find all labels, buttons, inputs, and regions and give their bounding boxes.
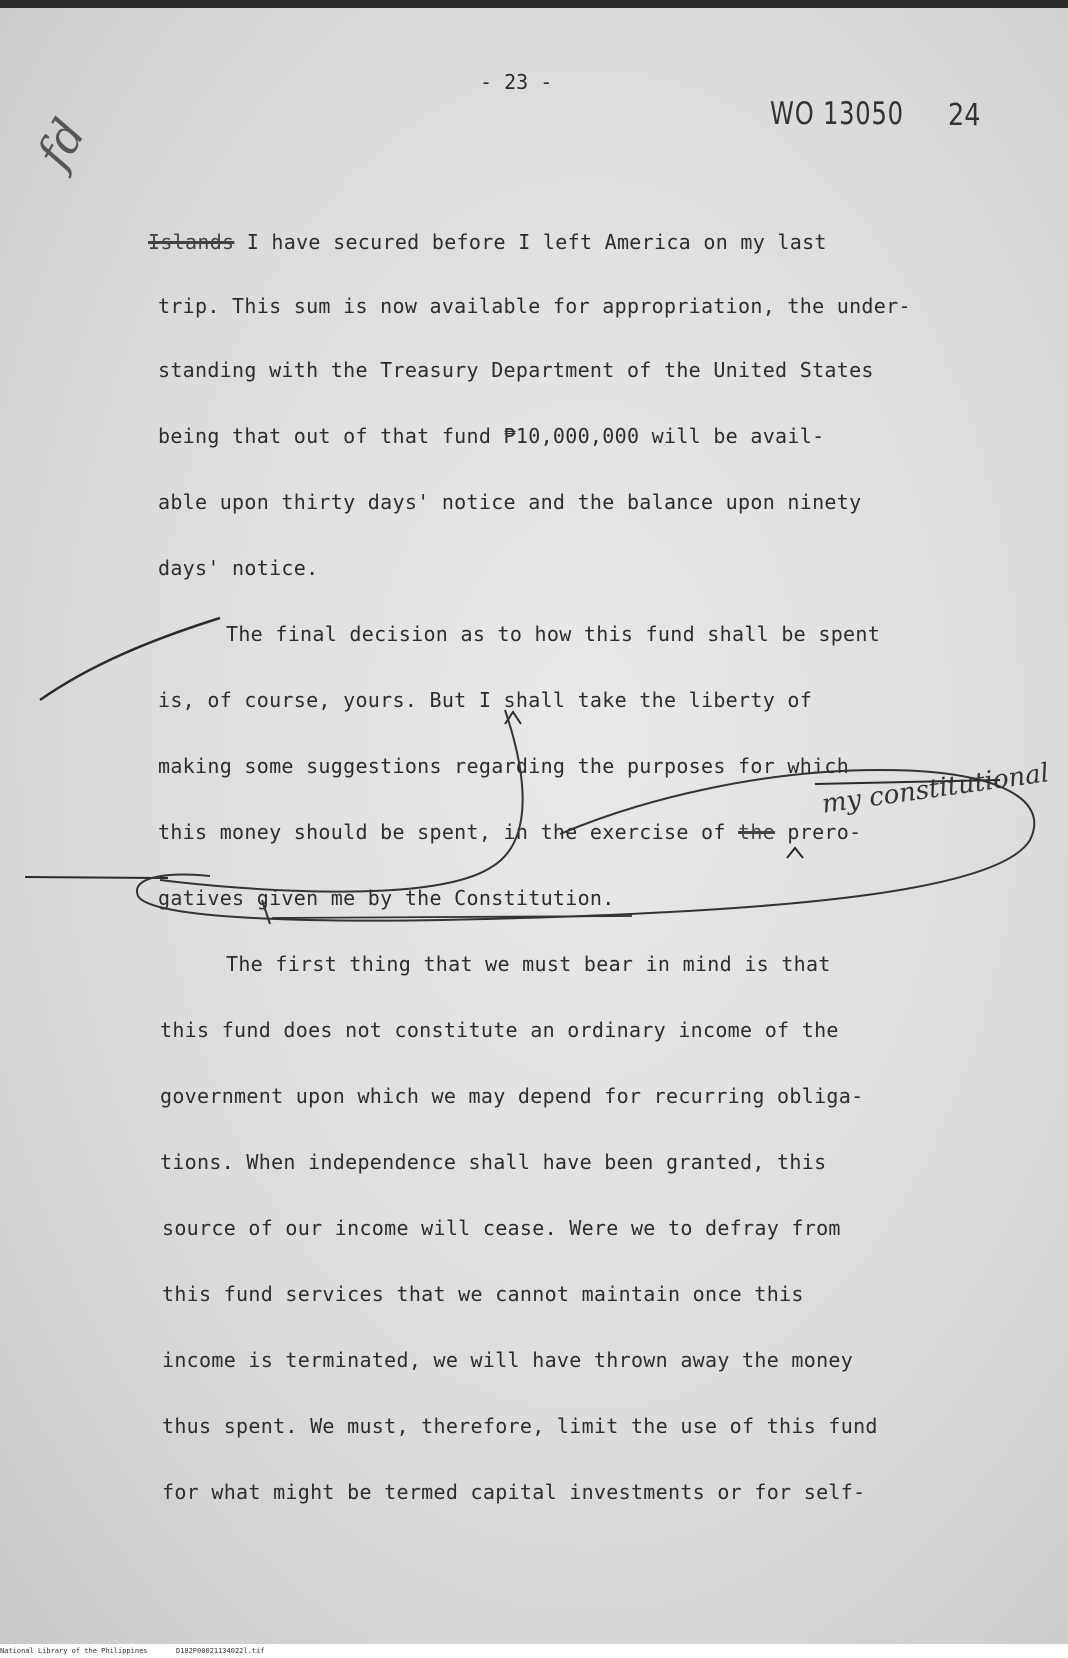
text-line [158,820,861,844]
bracket-curve [160,710,523,892]
insertion-caret [505,712,521,724]
text-line: source of our income will cease. Were we to defray from [162,1216,841,1240]
line-text: prero- [775,820,862,844]
struck-word: the [738,820,776,844]
text-line: thus spent. We must, therefore, limit the use of this fund [162,1414,878,1438]
margin-note: fd [26,109,97,177]
line-text: this money should be spent, in the exercise of [158,820,739,844]
text-line [148,230,827,254]
text-line: income is terminated, we will have thrown away the money [162,1348,854,1372]
document-id: WO 13050 [770,96,904,132]
text-line: being that out of that fund ₱10,000,000 will be avail- [158,424,825,448]
text-line: trip. This sum is now available for appropriation, the under- [158,294,911,318]
archive-footer [0,1644,1068,1658]
footer-file: D182P00021134022l.tif [175,1647,265,1655]
struck-word: Islands [148,230,235,254]
text-line: making some suggestions regarding the purposes for which [158,754,850,778]
insertion-caret [787,848,803,858]
line-text: I have secured before I left America on my last [234,230,827,254]
text-line: The first thing that we must bear in mind is that [226,952,831,976]
text-line: able upon thirty days' notice and the balance upon ninety [158,490,862,514]
folio-number: 24 [948,98,981,133]
footer-library: National Library of the Philippines [0,1647,148,1655]
page-number: - 23 - [480,70,553,94]
handwritten-insertion: my constitutional [820,758,1051,820]
text-line: standing with the Treasury Department of the United States [158,358,874,382]
text-line: tions. When independence shall have been granted, this [160,1150,827,1174]
text-line: government upon which we may depend for recurring obliga- [160,1084,864,1108]
text-line: The final decision as to how this fund shall be spent [226,622,881,646]
text-line: gatives given me by the Constitution. [158,886,615,910]
text-line: for what might be termed capital investments or for self- [162,1480,866,1504]
text-line: is, of course, yours. But I shall take the liberty of [158,688,813,712]
margin-dash-stroke [25,877,168,878]
underline-stroke [272,916,632,918]
text-line: days' notice. [158,556,319,580]
text-line: this fund services that we cannot maintain once this [162,1282,804,1306]
text-line: this fund does not constitute an ordinary income of the [160,1018,839,1042]
